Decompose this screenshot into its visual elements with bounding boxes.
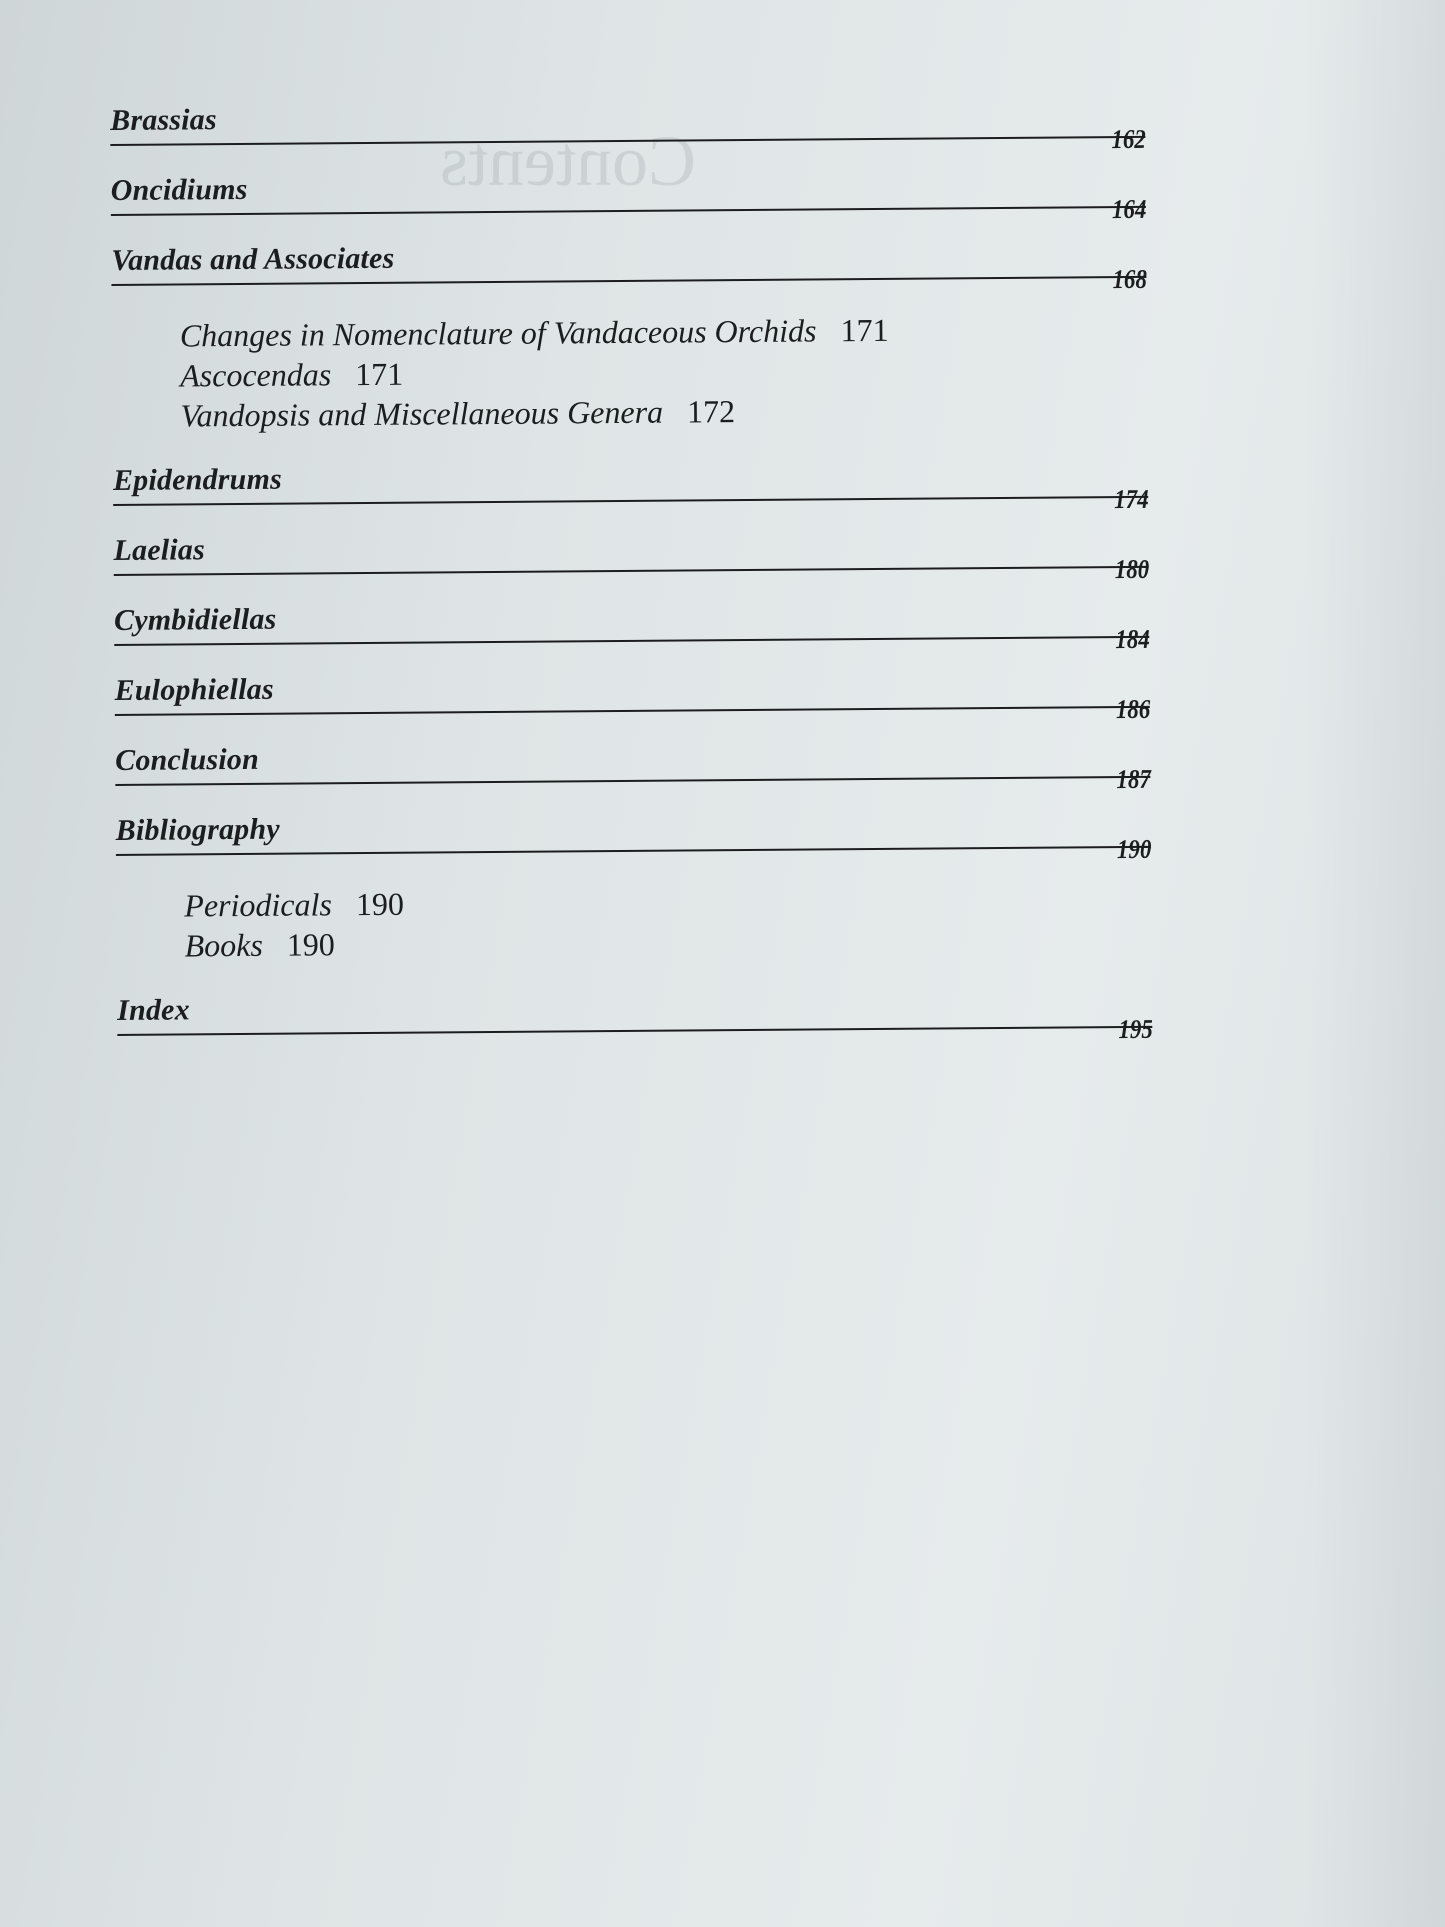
- entry-rule: [116, 846, 1151, 856]
- entry-rule: [115, 706, 1150, 716]
- table-of-contents: [110, 92, 1153, 1060]
- toc-entry-laelias: [113, 522, 1149, 600]
- toc-entry-title: Laelias: [113, 533, 206, 567]
- toc-entry-title: Brassias: [110, 103, 217, 137]
- toc-subentry: [184, 918, 1151, 966]
- toc-entry-title: Vandas and Associates: [111, 241, 395, 277]
- subentry-page: 172: [686, 393, 736, 430]
- toc-entry-title: Index: [117, 993, 190, 1027]
- toc-entry-page: 186: [1115, 693, 1150, 725]
- subentry-title: Periodicals: [184, 886, 332, 924]
- subentry-title: Changes in Nomenclature of Vandaceous Orchids: [179, 312, 817, 354]
- entry-rule: [110, 136, 1145, 146]
- toc-entry-page: 180: [1114, 553, 1149, 585]
- toc-entry-title: Bibliography: [115, 812, 280, 847]
- entry-rule: [111, 276, 1146, 286]
- entry-rule: [114, 566, 1149, 576]
- toc-entry-eulophiellas: [114, 662, 1150, 740]
- toc-entry-page: 184: [1114, 623, 1150, 655]
- toc-entry-oncidiums: [111, 162, 1147, 240]
- entry-rule: [117, 1026, 1152, 1036]
- toc-subentries-bibliography: [116, 878, 1152, 966]
- toc-entry-title: Oncidiums: [110, 172, 248, 207]
- toc-entry-page: 190: [1116, 833, 1152, 865]
- toc-entry-page: 195: [1117, 1013, 1153, 1045]
- entry-rule: [115, 776, 1150, 786]
- toc-entry-page: 174: [1113, 483, 1149, 515]
- toc-entry-title: Eulophiellas: [114, 672, 274, 707]
- subentry-page: 171: [840, 311, 889, 349]
- toc-entry-title: Conclusion: [115, 742, 260, 777]
- toc-entry-epidendrums: [113, 452, 1149, 530]
- toc-entry-page: 164: [1111, 193, 1147, 225]
- toc-entry-page: 187: [1115, 763, 1151, 795]
- subentry-title: Vandopsis and Miscellaneous Genera: [180, 393, 664, 434]
- subentry-title: Ascocendas: [180, 356, 332, 394]
- toc-entry-cymbidiellas: [114, 592, 1150, 670]
- subentry-page: 190: [286, 926, 335, 963]
- toc-entry-title: Epidendrums: [112, 462, 283, 497]
- show-through-heading: Contents: [440, 121, 697, 201]
- entry-rule: [114, 636, 1149, 646]
- toc-entry-conclusion: [115, 732, 1151, 810]
- entry-rule: [113, 496, 1148, 506]
- entry-rule: [111, 206, 1146, 216]
- toc-subentries-vandas: [112, 308, 1148, 436]
- toc-entry-page: 168: [1111, 263, 1147, 295]
- toc-entry-vandas: [111, 232, 1147, 310]
- toc-entry-title: Cymbidiellas: [113, 602, 277, 637]
- subentry-title: Books: [184, 926, 263, 964]
- toc-entry-bibliography: [116, 802, 1152, 880]
- subentry-page: 190: [355, 885, 404, 923]
- toc-entry-index: [117, 982, 1153, 1060]
- subentry-page: 171: [355, 355, 404, 393]
- page-shadow: [1305, 0, 1445, 1927]
- toc-entry-page: 162: [1110, 123, 1146, 155]
- toc-subentry: [180, 388, 1147, 436]
- toc-entry-brassias: [110, 92, 1146, 170]
